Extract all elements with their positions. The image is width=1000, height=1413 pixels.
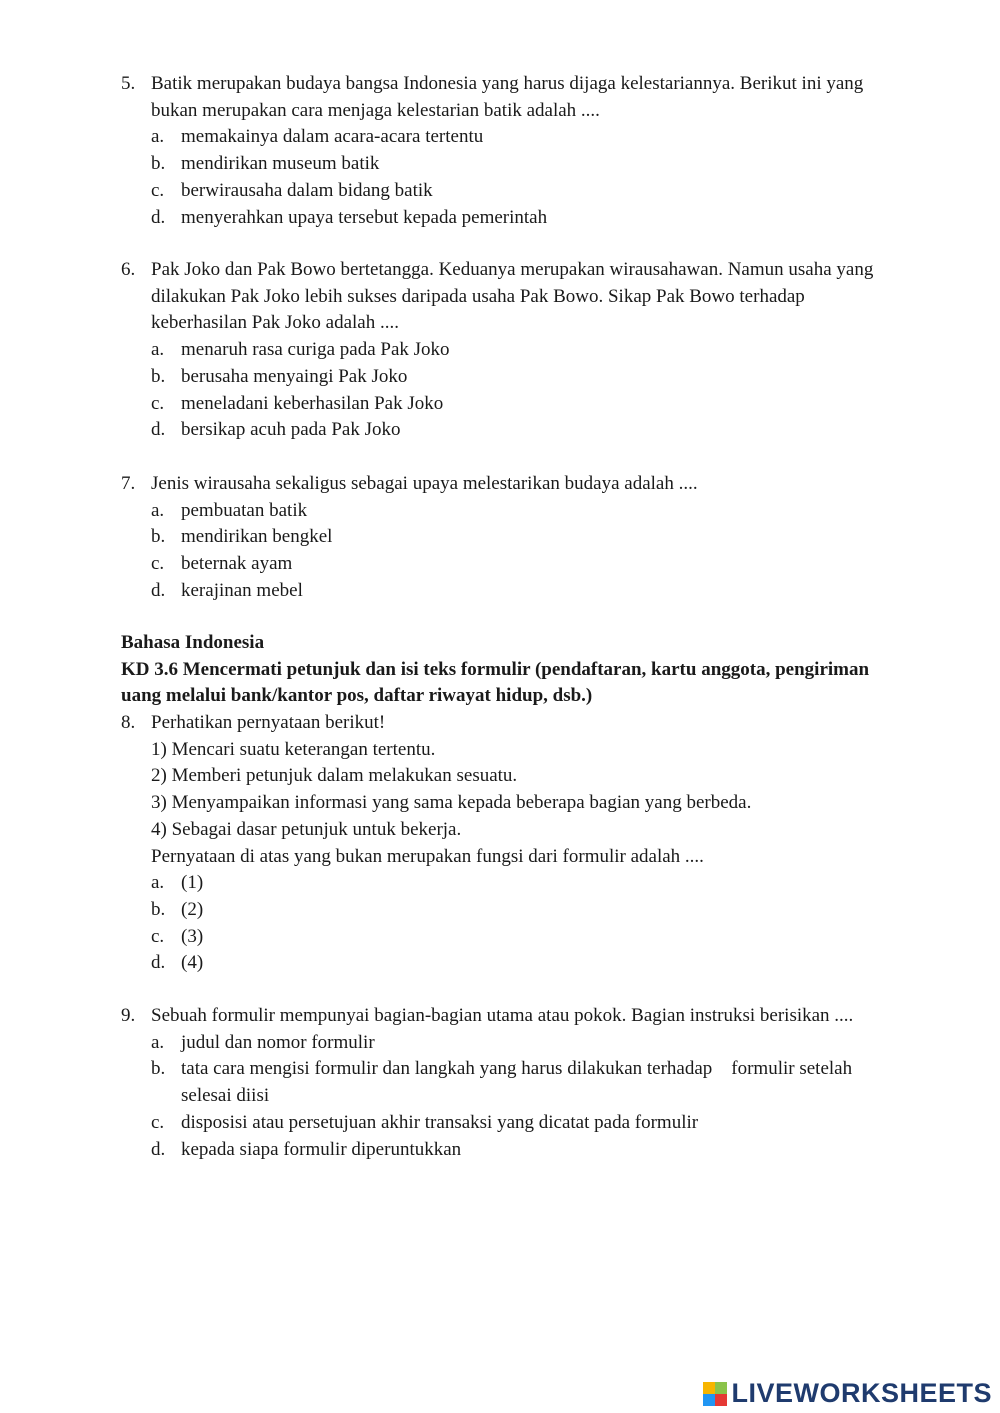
question-text: Batik merupakan budaya bangsa Indonesia yang harus dijaga kelestariannya. Berikut ini yang bukan merupakan cara menjaga kelestarian batik adalah ....	[151, 73, 864, 121]
option-b[interactable]: b. mendirikan bengkel	[151, 526, 333, 548]
question-5	[121, 71, 881, 231]
option-a[interactable]: a. (1)	[151, 872, 204, 894]
option-b[interactable]: b. (2)	[151, 898, 204, 920]
question-9	[121, 1003, 881, 1163]
subject-title: Bahasa Indonesia	[121, 632, 265, 653]
question-number: 9.	[121, 1005, 136, 1026]
option-b[interactable]: b. berusaha menyaingi Pak Joko	[151, 365, 408, 387]
statement: 2) Memberi petunjuk dalam melakukan sesuatu.	[151, 765, 518, 787]
option-c[interactable]: c. disposisi atau persetujuan akhir transaksi yang dicatat pada formulir	[151, 1111, 699, 1133]
brand-name: LIVEWORKSHEETS	[731, 1378, 992, 1408]
statement: 4) Sebagai dasar petunjuk untuk bekerja.	[151, 818, 462, 840]
logo-square	[715, 1394, 727, 1406]
logo-mark-icon	[703, 1382, 727, 1406]
option-b[interactable]: b. tata cara mengisi formulir dan langkah yang harus dilakukan terhadap formulir setelah selesai diisi	[151, 1058, 857, 1107]
logo-square	[715, 1382, 727, 1394]
question-text: Jenis wirausaha sekaligus sebagai upaya melestarikan budaya adalah ....	[151, 473, 698, 494]
question-number: 8.	[121, 712, 136, 733]
option-a[interactable]: a. memakainya dalam acara-acara tertentu	[151, 126, 484, 148]
option-d[interactable]: d. menyerahkan upaya tersebut kepada pemerintah	[151, 206, 548, 228]
question-8	[121, 710, 881, 977]
question-text: Pak Joko dan Pak Bowo bertetangga. Keduanya merupakan wirausahawan. Namun usaha yang dilakukan Pak Joko lebih sukses daripada usaha Pak Bowo. Sikap Pak Bowo terhadap keberhasilan Pak Joko adalah ....	[151, 259, 874, 334]
option-d[interactable]: d. kerajinan mebel	[151, 579, 303, 601]
option-a[interactable]: a. menaruh rasa curiga pada Pak Joko	[151, 339, 450, 361]
question-number: 6.	[121, 259, 136, 280]
option-a[interactable]: a. judul dan nomor formulir	[151, 1031, 375, 1053]
option-d[interactable]: d. (4)	[151, 952, 204, 974]
option-c[interactable]: c. beternak ayam	[151, 553, 293, 575]
option-c[interactable]: c. (3)	[151, 925, 204, 947]
logo-square	[703, 1382, 715, 1394]
option-d[interactable]: d. kepada siapa formulir diperuntukkan	[151, 1138, 462, 1160]
liveworksheets-logo[interactable]	[703, 1378, 992, 1409]
section-heading	[121, 630, 881, 710]
kd-title: KD 3.6 Mencermati petunjuk dan isi teks formulir (pendaftaran, kartu anggota, pengiriman uang melalui bank/kantor pos, daftar riwayat hidup, dsb.)	[121, 658, 870, 707]
question-text: Sebuah formulir mempunyai bagian-bagian utama atau pokok. Bagian instruksi berisikan ....	[151, 1005, 854, 1026]
option-c[interactable]: c. berwirausaha dalam bidang batik	[151, 179, 433, 201]
question-text: Perhatikan pernyataan berikut!	[151, 712, 386, 733]
option-a[interactable]: a. pembuatan batik	[151, 499, 308, 521]
option-b[interactable]: b. mendirikan museum batik	[151, 153, 380, 175]
logo-square	[703, 1394, 715, 1406]
question-number: 5.	[121, 73, 136, 94]
statement-prompt: Pernyataan di atas yang bukan merupakan fungsi dari formulir adalah ....	[151, 845, 704, 867]
question-6	[121, 257, 881, 444]
statement: 3) Menyampaikan informasi yang sama kepada beberapa bagian yang berbeda.	[151, 792, 752, 814]
option-c[interactable]: c. meneladani keberhasilan Pak Joko	[151, 392, 444, 414]
question-7	[121, 471, 881, 605]
option-d[interactable]: d. bersikap acuh pada Pak Joko	[151, 419, 401, 441]
question-number: 7.	[121, 473, 136, 494]
statement-list	[151, 737, 881, 871]
statement: 1) Mencari suatu keterangan tertentu.	[151, 738, 436, 760]
